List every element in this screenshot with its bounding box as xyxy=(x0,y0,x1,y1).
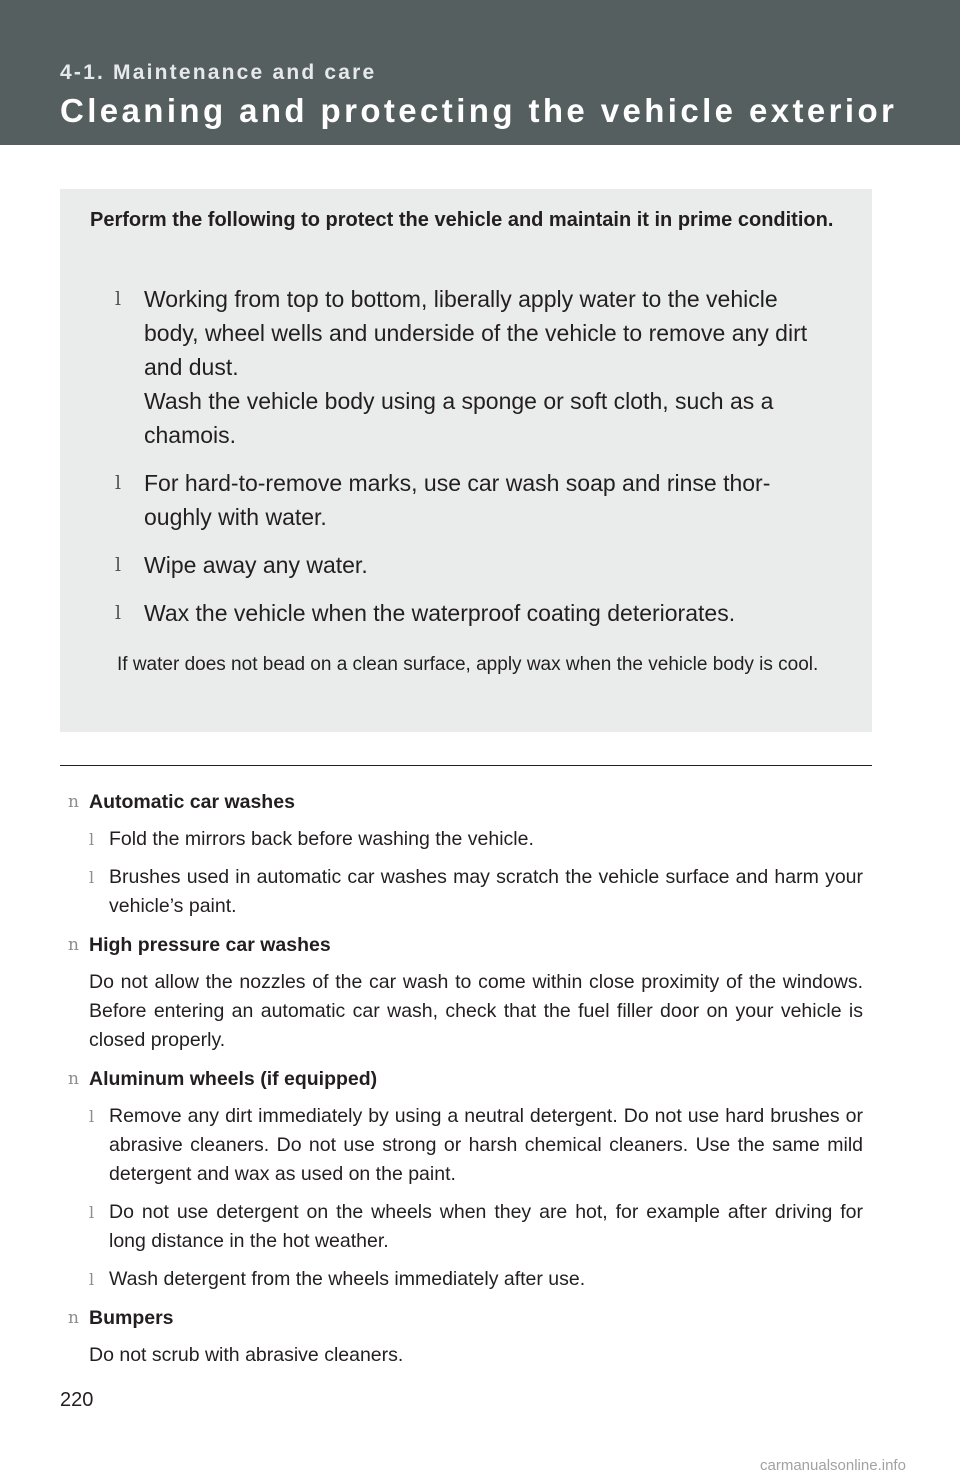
list-item-text: Do not use detergent on the wheels when they are hot, for example after driving for long distance in the hot weather. xyxy=(109,1201,863,1252)
topic-heading xyxy=(68,1304,863,1333)
topic-aluminum-wheels xyxy=(68,1065,863,1294)
list-item xyxy=(68,863,863,921)
bullet-marker: l xyxy=(89,1203,95,1222)
summary-note: If water does not bead on a clean surface, apply wax when the vehicle body is cool. xyxy=(117,654,819,675)
list-item-text: Wash detergent from the wheels immediately after use. xyxy=(109,1268,586,1290)
watermark-text: carmanualsonline.info xyxy=(760,1457,906,1474)
page-header xyxy=(0,0,960,145)
summary-step xyxy=(115,596,815,630)
list-item xyxy=(68,1265,863,1294)
heading-marker: n xyxy=(68,1069,79,1089)
detail-sections xyxy=(68,788,863,1380)
topic-automatic-car-washes xyxy=(68,788,863,921)
heading-marker: n xyxy=(68,935,79,955)
step-subtext: Wash the vehicle body using a sponge or soft cloth, such as a chamois. xyxy=(144,388,774,448)
topic-heading xyxy=(68,1065,863,1094)
bullet-marker: l xyxy=(89,1270,95,1289)
bullet-marker: l xyxy=(115,472,122,494)
topic-paragraph: Do not scrub with abrasive cleaners. xyxy=(89,1344,404,1366)
divider-line xyxy=(60,765,872,766)
page-title: Cleaning and protecting the vehicle exterior xyxy=(60,92,898,129)
topic-heading xyxy=(68,788,863,817)
step-text: Wax the vehicle when the waterproof coating deteriorates. xyxy=(144,600,736,626)
topic-bumpers xyxy=(68,1304,863,1370)
topic-heading-text: Aluminum wheels (if equipped) xyxy=(89,1068,378,1090)
topic-high-pressure-car-washes xyxy=(68,931,863,1055)
step-text: Working from top to bottom, liberally apply water to the vehicle body, wheel wells and underside of the vehicle to remove any dirt and dust. xyxy=(144,286,808,380)
section-label: 4-1. Maintenance and care xyxy=(60,61,377,84)
step-text: For hard-to-remove marks, use car wash soap and rinse thor-oughly with water. xyxy=(144,470,771,530)
list-item xyxy=(68,1198,863,1256)
list-item-text: Remove any dirt immediately by using a neutral detergent. Do not use hard brushes or abrasive cleaners. Do not use strong or harsh chemical cleaners. Use the same mild detergent and wax as used on the paint. xyxy=(109,1105,863,1185)
summary-box xyxy=(60,189,872,732)
list-item xyxy=(68,1102,863,1189)
summary-step xyxy=(115,282,815,452)
bullet-marker: l xyxy=(89,830,95,849)
summary-step xyxy=(115,548,815,582)
bullet-marker: l xyxy=(115,288,122,310)
summary-intro: Perform the following to protect the vehicle and maintain it in prime condition. xyxy=(90,209,834,231)
list-item-text: Brushes used in automatic car washes may scratch the vehicle surface and harm your vehicle’s paint. xyxy=(109,866,863,917)
list-item xyxy=(68,825,863,854)
heading-marker: n xyxy=(68,1308,79,1328)
bullet-marker: l xyxy=(89,1107,95,1126)
topic-heading xyxy=(68,931,863,960)
heading-marker: n xyxy=(68,792,79,812)
topic-heading-text: Bumpers xyxy=(89,1307,174,1329)
topic-heading-text: High pressure car washes xyxy=(89,934,331,956)
bullet-marker: l xyxy=(89,868,95,887)
bullet-marker: l xyxy=(115,602,122,624)
topic-paragraph: Do not allow the nozzles of the car wash to come within close proximity of the windows. Before entering an automatic car wash, check that the fuel filler door on your vehicle is closed properly. xyxy=(89,971,863,1051)
page-number: 220 xyxy=(60,1389,94,1411)
summary-steps xyxy=(115,282,815,644)
summary-step xyxy=(115,466,815,534)
topic-heading-text: Automatic car washes xyxy=(89,791,295,813)
bullet-marker: l xyxy=(115,554,122,576)
step-text: Wipe away any water. xyxy=(144,552,368,578)
list-item-text: Fold the mirrors back before washing the vehicle. xyxy=(109,828,534,850)
